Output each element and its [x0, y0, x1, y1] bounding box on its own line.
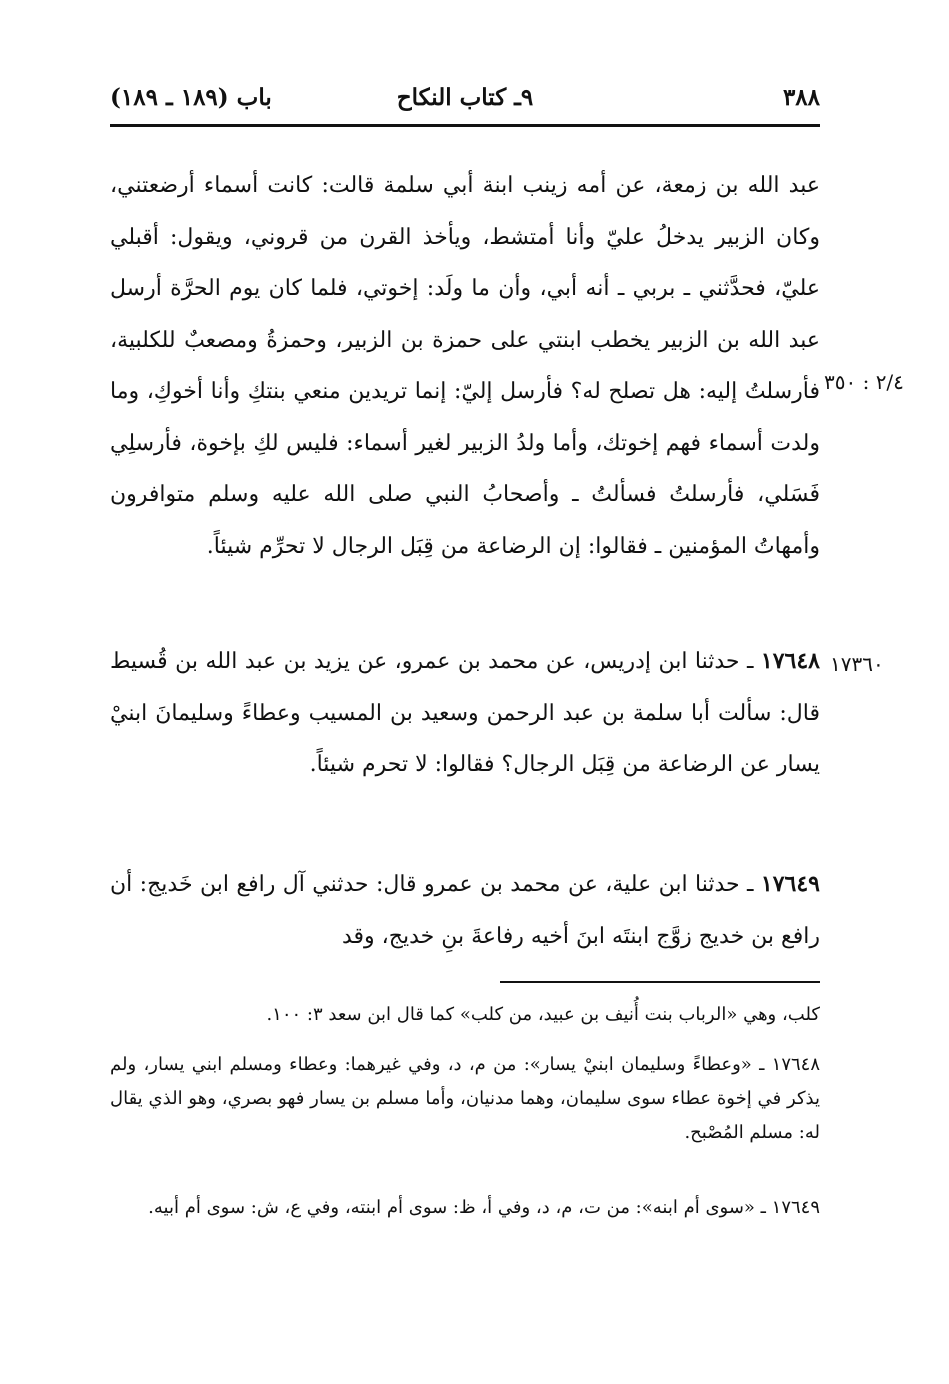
paragraph-text: ـ حدثنا ابن إدريس، عن محمد بن عمرو، عن يزيد بن عبد الله بن قُسيط قال: سألت أبا سلمة بن عبد الرحمن وسعيد بن المسيب وعطاءً وسليمانَ ابنيْ يسار عن الرضاعة من قِبَل الرجال؟ فقالوا: لا تحرم شيئاً.	[110, 649, 820, 777]
hadith-17649	[110, 859, 820, 962]
footnote-3: ١٧٦٤٩ ـ «سوى أم ابنه»: من ت، م، د، وفي أ، ظ: سوى أم ابنته، وفي ع، ش: سوى أم أبيه.	[148, 1197, 820, 1218]
page-number: ٣٨٨	[782, 84, 820, 111]
hadith-number: ١٧٦٤٨	[760, 648, 820, 674]
footnote-2: ١٧٦٤٨ ـ «وعطاءً وسليمان ابنيْ يسار»: من م، د، وفي غيرهما: وعطاء ومسلم ابني يسار، ولم يذكر في إخوة عطاء سوى سليمان، وهما مدنيان، وأما مسلم بن يسار فهو بصري، وهو الذي يقال له: مسلم المُصْبح.	[110, 1054, 820, 1143]
hadith-17648	[110, 636, 820, 791]
chapter-title: باب (١٨٩ ـ ١٨٩)	[110, 84, 272, 111]
paragraph-continuation	[110, 160, 820, 572]
book-title: ٩ـ كتاب النكاح	[396, 84, 534, 111]
page-header	[110, 84, 820, 120]
footnote-1: كلب، وهي «الرباب بنت أُنيف بن عبيد، من كلب» كما قال ابن سعد ٣: ١٠٠.	[266, 1004, 820, 1025]
paragraph-text: ـ حدثنا ابن علية، عن محمد بن عمرو قال: حدثني آل رافع ابن خَديج: أن رافع بن خديج زوَّج ابنتَه ابنَ أخيه رفاعةَ بنِ خديج، وقد	[110, 872, 820, 949]
paragraph-text: عبد الله بن زمعة، عن أمه زينب ابنة أبي سلمة قالت: كانت أسماء أرضعتني، وكان الزبير يدخلُ عليّ وأنا أمتشط، ويأخذ القرن من قروني، ويقول: أقبلي عليّ، فحدَّثني ـ بربي ـ أنه أبي، وأن ما ولَد: إخوتي، فلما كان يوم الحرَّة أرسل عبد الله بن الزبير يخطب ابنتي على حمزة بن الزبير، وحمزةُ ومصعبٌ للكلبية، فأرسلتُ إليه: هل تصلح له؟ فأرسل إليّ: إنما تريدين منعي بنتكِ وأنا أخوكِ، وما ولدت أسماء فهم إخوتك، وأما ولدُ الزبير لغير أسماء: فليس لكِ بإخوة، فأرسلِي فَسَلي، فأرسلتُ فسألتُ ـ وأصحابُ النبي صلى الله عليه وسلم متوافرون وأمهاتُ المؤمنين ـ فقالوا: إن الرضاعة من قِبَل الرجال لا تحرِّم شيئاً.	[110, 173, 821, 559]
hadith-number: ١٧٦٤٩	[760, 871, 820, 897]
header-rule	[110, 124, 820, 127]
footnote-separator	[500, 981, 820, 983]
margin-hadith-number: ١٧٣٦٠	[830, 652, 884, 676]
margin-volume-reference: ٢/٤ : ٣٥٠	[824, 370, 904, 394]
